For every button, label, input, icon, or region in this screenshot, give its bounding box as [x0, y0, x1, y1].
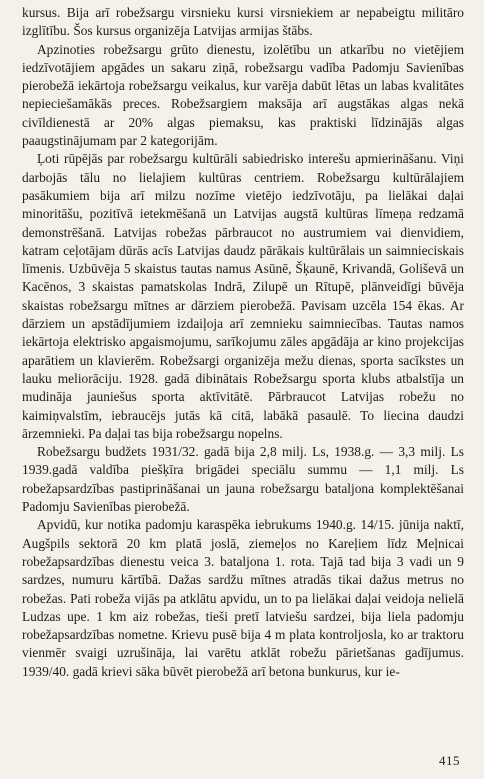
page-number: 415 [439, 753, 460, 768]
paragraph: Apzinoties robežsargu grūto dienestu, izolētību un atkarību no vietējiem iedzīvotājiem apgādes un sakaru ziņā, robežsargu vadība Padomju Savienības pierobežā iekārtoja robežsargu veikalus, kur varēja dabūt lētas un labas kvalitātes nepieciešamākās preces. Robežsargiem maksāja arī augstākas algas nekā civīldienestā ar 20% algas piemaksu, kas praktiski līdzinājās algas paaugstinājumam par 2 kategorijām. [22, 41, 464, 149]
paragraph-continuation: kursus. Bija arī robežsargu virsnieku kursi virsniekiem ar nepabeigtu militāro izglītību. Šos kursus organizēja Latvijas armijas štābs. [22, 5, 464, 39]
paragraph: Apvidū, kur notika padomju karaspēka iebrukums 1940.g. 14/15. jūnija naktī, Augšpils sektorā 20 km platā joslā, ziemeļos no Kareļiem līdz Meļnicai robežapsardzības dienestu veica 3. bataljona 1. rota. Tajā tad bija 3 vadi un 9 sardzes, numuru kārtībā. Dažas sardžu mītnes atradās tikai dažus metrus no robežas. Pati robeža vijās pa atklātu apvidu, un to pa lielākai daļai veidoja nelielā Ludzas upe. 1 km aiz robežas, tieši pretī latviešu sardzei, bija liela padomju robežapsardzības nometne. Krievu pusē bija 4 m plata kontroljosla, ko ar traktoru vienmēr svaigi uzrušināja, lai varētu atklāt robežu pārietšanas gadījumus. 1939/40. gadā krievi sāka būvēt pierobežā arī betona bunkurus, kur ie- [22, 517, 464, 679]
paragraph: Robežsargu budžets 1931/32. gadā bija 2,8 milj. Ls, 1938.g. — 3,3 milj. Ls 1939.gadā valdība piešķīra brigādei speciālu summu — 1,1 milj. Ls robežapsardzības pastiprināšanai un jauna robežsargu bataljona komplektēšanai Padomju Savienības pierobežā. [22, 444, 464, 515]
body-text [22, 4, 464, 681]
paragraph: Ļoti rūpējās par robežsargu kultūrāli sabiedrisko interešu apmierināšanu. Viņi darbojās tālu no lielajiem kultūras centriem. Robežsargu kultūrālajiem pasākumiem bija arī milzu nozīme vietējo iedzīvotāju, pa lielākai daļai minoritāšu, pozitīvā ietekmēšanā un Latvijas augstā kultūras līmeņa redzamā demonstrēšanā. Latvijas robežas pārbraucot no austrumiem vai dienvidiem, katram ceļotājam dūrās acīs Latvijas daudz pārākais kultūrālais un saimnieciskais līmenis. Uzbūvēja 5 skaistus tautas namus Asūnē, Šķaunē, Krivandā, Goliševā un Kacēnos, 3 skaistas pamatskolas Indrā, Zilupē un Rītupē, plānveidīgi būvēja skaistas robežsargu mītnes ar dārziem pierobežā. Pavisam uzcēla 154 ēkas. Ar dārziem un apstādījumiem izdaiļoja arī zemnieku saimniecības. Tautas namos iekārtoja elektrisko apgaismojumu, sarīkojumu zāles apgādāja ar kino projekcijas aparātiem un klavierēm. Robežsargi organizēja mežu dienas, sporta sacīkstes un lauku meliorāciju. 1928. gadā dibinātais Robežsargu sporta klubs atbalstīja un mudināja jauniešus sporta aktīvitātē. Pārbraucot Latvijas robežu no kaimiņvalstīm, iebraucējs jutās kā citā, labākā pasaulē. To liecina daudzi ārzemnieki. Pa daļai tas bija robežsargu nopelns. [22, 151, 464, 441]
